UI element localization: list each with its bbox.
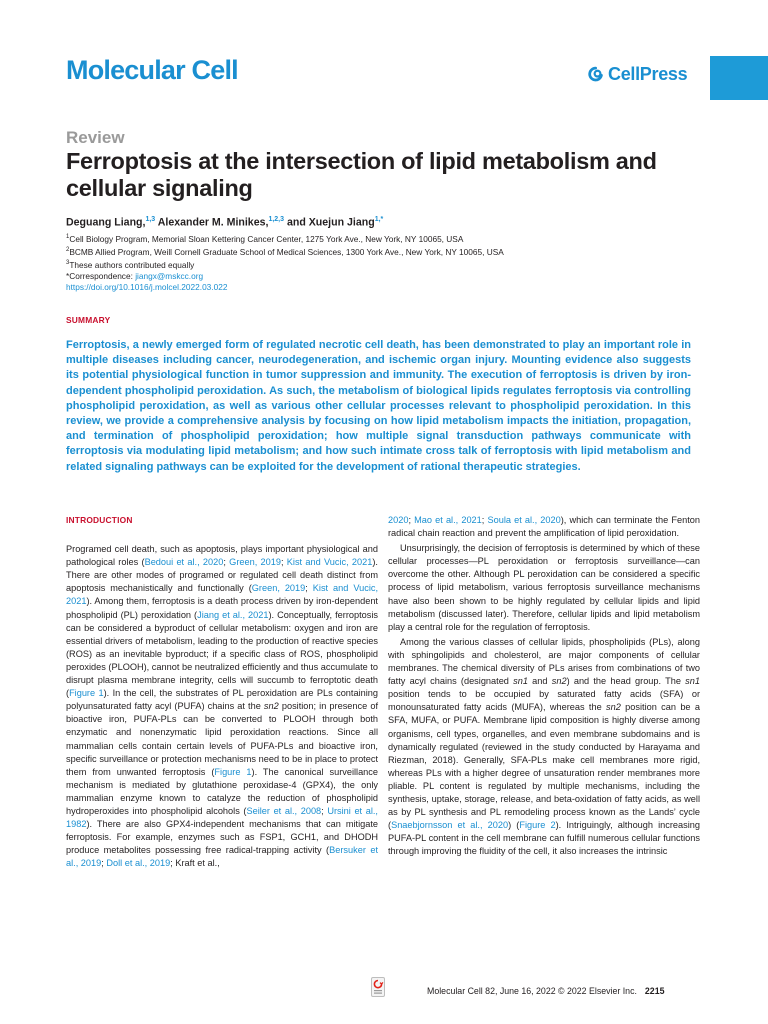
paragraph-text: ). Among them, ferroptosis is a death process driven by iron-dependent phospholipid (PL) peroxidation ( [66, 596, 378, 620]
citation-link[interactable]: Kist and Vucic, 2021 [66, 583, 379, 607]
right-column [388, 514, 700, 858]
citation-link[interactable]: Doll et al., 2019 [106, 858, 171, 869]
paragraph-text: Harayama and Riezman, 2018 [388, 741, 700, 765]
paragraph-text: Among the various classes of cellular lipids, phospholipids (PLs), along with sphingolipids and cholesterol, are major components of cellular membranes. The chemical diversity of PLs arises from combinations of two fatty acyl chains (designated [388, 636, 700, 687]
paragraph-text: ). There are other modes of programed or regulated cell death distinct from apoptosis mechanistically and functionally ( [66, 557, 378, 594]
citation-link[interactable]: Snaebjornsson et al., 2020 [391, 820, 509, 831]
citation-link[interactable]: Soula et al., 2020 [487, 515, 561, 525]
citation-link[interactable]: Figure 2 [519, 820, 556, 831]
paragraph-text: position tends to be occupied by saturated fatty acids (SFA) or monounsaturated fatty acids (MUFA), whereas the [388, 689, 700, 713]
affiliation: $^1$Cell Biology Program, Memorial Sloan Kettering Cancer Center, 1275 York Ave., New York, NY 10065, USA [66, 233, 464, 244]
citation-link[interactable]: Jiang et al., 2021 [197, 609, 269, 620]
paragraph-text: position; in presence of bioactive iron, PUFA-PLs can be converted to PLOOH through both enzymatic and nonenzymatic lipid peroxidation reactions. Since all mammalian cells contain certain levels of PUFA-PLs and bioactive iron, specific surveillance or protection mechanisms need to be in place to protect them from unwanted ferroptosis ( [66, 701, 378, 777]
paragraph-text: ). In the cell, the substrates of PL peroxidation are PLs containing polyunsaturated fatty acyl (PUFA) chains at the [66, 688, 378, 712]
paragraph-text: ; [223, 557, 230, 568]
italic-term: sn1 [513, 676, 528, 687]
italic-term: sn2 [551, 676, 567, 687]
italic-term: sn1 [685, 676, 700, 687]
summary-heading: SUMMARY [66, 315, 111, 325]
paragraph-text: ; [305, 583, 313, 594]
page-number: 2215 [644, 986, 665, 996]
correspondence: *Correspondence: jiangx@mskcc.org [66, 270, 204, 281]
citation-link[interactable]: Green, 2019 [251, 583, 306, 594]
affiliations [66, 232, 504, 293]
journal-name: Molecular Cell [66, 55, 238, 85]
paragraph-text: Kraft et al., [175, 858, 220, 869]
intro-paragraph [388, 542, 700, 634]
cellpress-logo-icon [588, 66, 605, 83]
citation-link[interactable]: Kist and Vucic, 2021 [286, 557, 373, 568]
paragraph-text: ; [481, 515, 488, 525]
article-type: Review [66, 128, 125, 147]
introduction-heading: INTRODUCTION [66, 515, 133, 525]
italic-term: sn2 [263, 701, 279, 712]
page-footer [427, 986, 664, 996]
paragraph-text: ; [321, 805, 328, 816]
paragraph-text: ). Intriguingly, although increasing PUFA-PL content in the cell membrane can fulfill numerous cellular functions through improving the fluidity of the cell, it also increases the intrinsic [388, 820, 701, 857]
paragraph-text: ). Conceptually, ferroptosis can be considered a byproduct of cellular metabolism: oxygen and iron are essential drivers of metabolism, leading to the production of reactive species (ROS) as an inevitable byproduct; if a specific class of ROS, phospholipid peroxides (PLOOH), cannot be neutralized efficiently and thus accumulate to disrupt plasma membrane integrity, cells will succumb to ferroptotic death ( [66, 609, 378, 699]
affiliation: $^2$BCMB Allied Program, Weill Cornell Graduate School of Medical Sciences, 1300 York Ave., New York, NY 10065, USA [66, 246, 504, 257]
citation-link[interactable]: 2020 [388, 515, 409, 525]
paragraph-text: and [527, 676, 552, 687]
citation-link[interactable]: Bedoui et al., 2020 [144, 557, 224, 568]
citation-link[interactable]: Mao et al., 2021 [414, 515, 482, 525]
paragraph-text: ). The canonical surveillance mechanism is mediated by glutathione peroxidase-4 (GPX4), the only mammalian enzyme known to catalyze the reduction of phospholipid hydroperoxides into phospholipid alcohols ( [66, 766, 378, 816]
left-column [66, 514, 378, 870]
intro-paragraph [388, 514, 700, 540]
paragraph-text: ; [101, 858, 107, 869]
author-name: and Xuejun Jiang [286, 216, 375, 229]
author-list [66, 216, 383, 229]
paragraph-text: ) ( [508, 820, 520, 831]
paragraph-text: ). Generally, SFA-PLs make cell membranes more rigid, whereas PLs with a higher degree of unsaturation render membranes more pliable. PL content is regulated by multiple mechanisms, including the synthesis, uptake, storage, release, and beta-oxidation of fatty acids, as well as by PL synthesis and PL remodeling process known as the Lands’ cycle ( [388, 754, 701, 831]
corner-tab [710, 56, 768, 100]
citation-link[interactable]: Green, 2019 [229, 557, 281, 568]
publisher-name: CellPress [608, 64, 688, 84]
italic-term: sn2 [606, 702, 621, 713]
footer-citation: Molecular Cell 82, June 16, 2022 © 2022 Elsevier Inc. [427, 986, 637, 996]
paragraph-text: ) and the head group. The [566, 676, 686, 687]
paragraph-text: ; [280, 557, 287, 568]
paragraph-text: ), which can terminate the Fenton radical chain reaction and prevent the amplification of lipid peroxidation. [388, 515, 700, 539]
citation-link[interactable]: Figure 1 [214, 766, 252, 777]
paragraph-text: position can be a SFA, MUFA, or PUFA. Membrane lipid composition is highly diverse among organisms, cell types, organelles, and even membrane subdomains and is dynamically regulated (reviewed in the study conducted by [388, 702, 700, 752]
publisher-logo[interactable] [588, 64, 687, 85]
paragraph-text: ; [408, 515, 415, 525]
summary-text: Ferroptosis, a newly emerged form of regulated necrotic cell death, has been demonstrated to play an important role in multiple diseases including cancer, neurodegeneration, and ischemic organ injury. Mounting evidence also suggests its potential physiological function in tumor suppression and immunity. The execution of ferroptosis is driven by iron-dependent phospholipid peroxidation. As such, the metabolism of biological lipids regulates ferroptosis via controlling phospholipid peroxidation, as well as various other cellular processes relevant to phospholipid peroxidation. In this review, we provide a comprehensive analysis by focusing on how lipid metabolism impacts the initiation, propagation, and termination of phospholipid peroxidation; how multiple signal transduction pathways communicate with ferroptosis via modulating lipid metabolism; and how such intimate cross talk of ferroptosis with lipid metabolism and related signaling pathways can be exploited for the development of rational therapeutic strategies. [66, 339, 691, 473]
citation-link[interactable]: Ursini et al., 1982 [66, 805, 378, 830]
doi-link[interactable]: https://doi.org/10.1016/j.molcel.2022.03.022 [66, 281, 228, 292]
author-affil-sup: 1,* [374, 216, 384, 223]
author-name: Deguang Liang, [66, 216, 146, 229]
paragraph-text: ). There are also GPX4-independent mechanisms that can mitigate ferroptosis. For example, enzymes such as FSP1, GCH1, and DHODH produce metabolites possessing free radical-trapping activity ( [66, 819, 378, 856]
citation-link[interactable]: Figure 1 [69, 688, 104, 699]
paragraph-text: Programed cell death, such as apoptosis, plays important physiological and pathological roles ( [66, 544, 378, 568]
citation-link[interactable]: Seiler et al., 2008 [246, 805, 322, 816]
check-for-updates-icon[interactable] [371, 977, 385, 997]
paragraph-text: Unsurprisingly, the decision of ferroptosis is determined by which of these cellular processes—PL peroxidation or ferroptosis surveillance—can overcome the other. Although PL peroxidation can be considered a specific process of lipid metabolism, various ferroptosis surveillance mechanisms have also been shown to be highly regulated by cellular lipids and lipid metabolism (discussed later). Therefore, cellular lipids and lipid metabolism play a central role for the regulation of ferroptosis. [388, 543, 700, 632]
author-affil-sup: 1,2,3 [268, 216, 285, 223]
citation-link[interactable]: Bersuker et al., 2019 [66, 845, 378, 869]
paragraph-text: ; [170, 858, 176, 869]
correspondence-email-link[interactable]: jiangx@mskcc.org [135, 270, 204, 281]
intro-paragraph [388, 636, 700, 859]
author-affil-sup: 1,3 [145, 216, 156, 223]
affiliation: $^3$These authors contributed equally [66, 259, 195, 270]
article-title: Ferroptosis at the intersection of lipid metabolism and cellular signaling [66, 148, 657, 201]
author-name: Alexander M. Minikes, [157, 216, 269, 229]
intro-paragraph [66, 543, 378, 870]
